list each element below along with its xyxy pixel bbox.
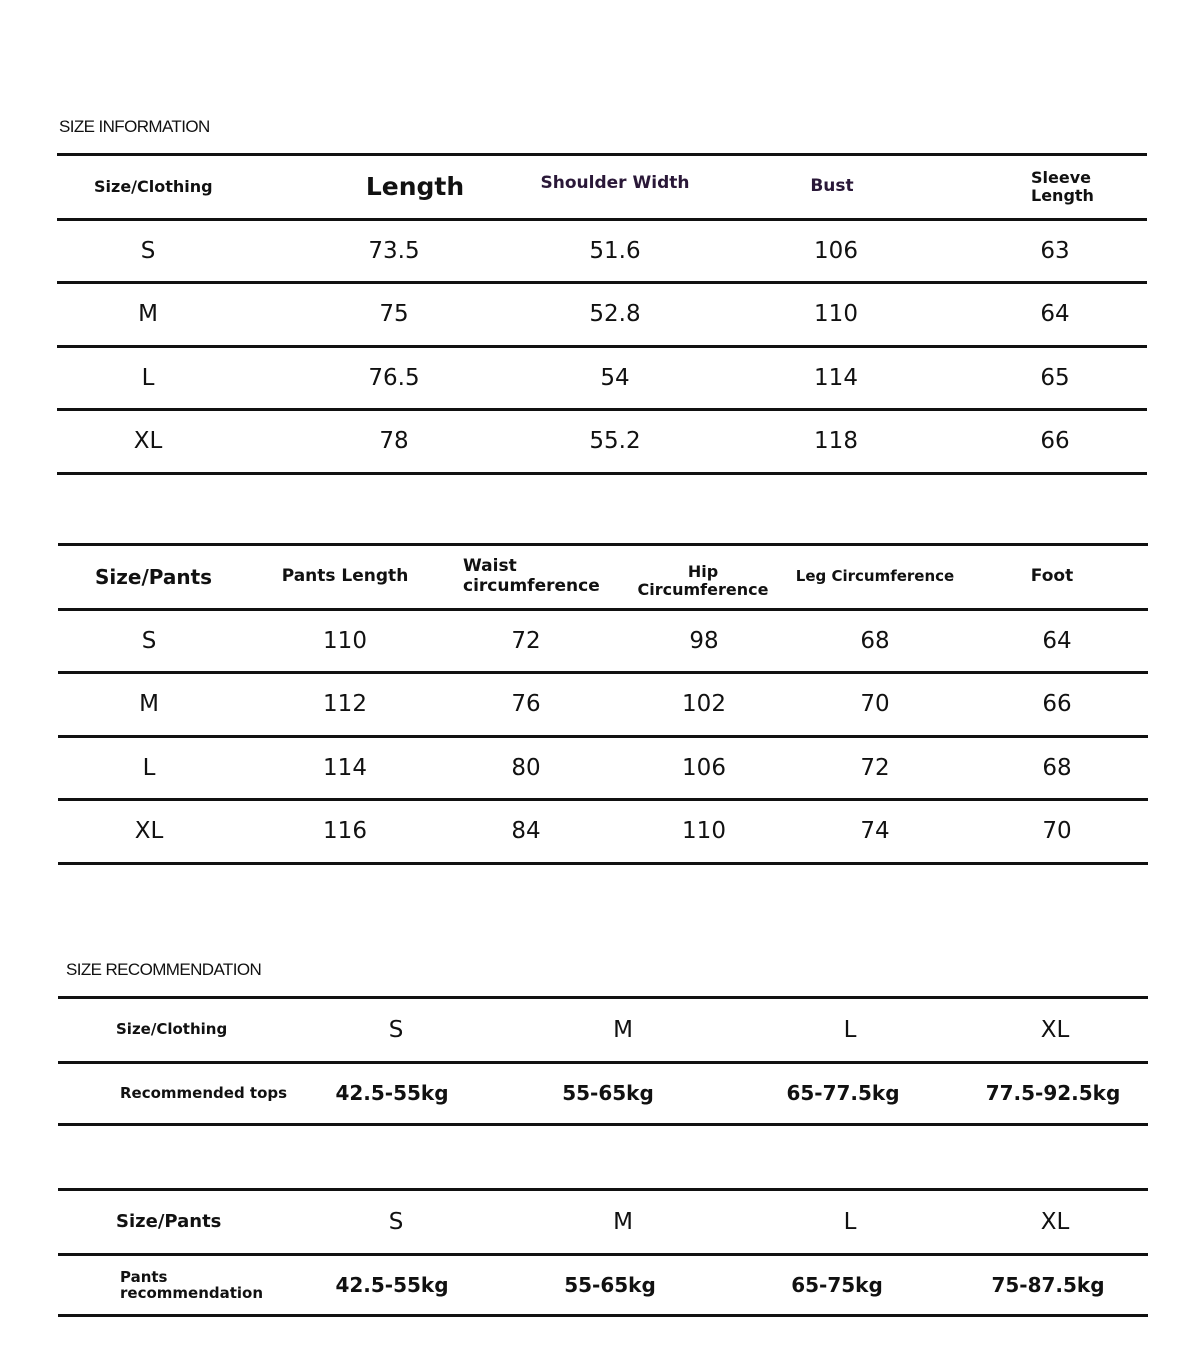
table-header-row [58,996,1148,1061]
cell-bust: 118 [814,428,858,455]
cell-foot: 68 [1042,754,1072,781]
header-hip-circumference: Hip Circumference [637,561,769,599]
size-information-title: SIZE INFORMATION [59,117,210,136]
clothing-recommendation-table [58,996,1148,1126]
table-row [57,408,1147,475]
header-leg-circumference: Leg Circumference [795,567,955,586]
cell-leg: 72 [860,754,890,781]
cell-pants-length: 110 [323,627,367,654]
header-size-pants: Size/Pants [95,564,213,589]
cell-weight-s: 42.5-55kg [335,1272,449,1297]
cell-hip: 98 [689,627,719,654]
table-row [57,345,1147,408]
table-row [58,735,1148,798]
header-size-clothing: Size/Clothing [94,176,213,196]
cell-sleeve-length: 65 [1040,364,1070,391]
pants-size-table [58,543,1148,865]
table-row [57,281,1147,345]
cell-foot: 64 [1042,627,1072,654]
table-header-row [58,543,1148,608]
cell-waist: 84 [511,818,541,845]
cell-size: XL [133,428,163,455]
table-row [58,608,1148,671]
cell-size: S [141,627,157,654]
cell-hip: 106 [682,754,726,781]
cell-pants-length: 112 [323,691,367,718]
cell-pants-length: 116 [323,818,367,845]
table-row [58,1253,1148,1317]
cell-sleeve-length: 64 [1040,301,1070,328]
cell-length: 73.5 [368,237,420,264]
size-recommendation-title: SIZE RECOMMENDATION [66,960,262,979]
cell-leg: 68 [860,627,890,654]
header-size-xl: XL [1040,1016,1070,1043]
cell-weight-s: 42.5-55kg [335,1081,449,1105]
header-size-pants: Size/Pants [116,1210,222,1232]
cell-sleeve-length: 63 [1040,237,1070,264]
cell-shoulder-width: 51.6 [589,237,641,264]
header-size-m: M [613,1208,633,1235]
cell-size: XL [134,818,164,845]
header-pants-length: Pants Length [281,566,409,587]
cell-shoulder-width: 52.8 [589,301,641,328]
cell-leg: 74 [860,818,890,845]
table-row [58,671,1148,735]
cell-size: L [141,364,155,391]
header-shoulder-width: Shoulder Width [540,173,690,194]
cell-length: 76.5 [368,364,420,391]
label-recommended-tops: Recommended tops [120,1083,288,1102]
header-size-clothing: Size/Clothing [116,1020,228,1039]
cell-weight-xl: 75-87.5kg [991,1272,1105,1297]
header-length: Length [365,171,465,201]
cell-leg: 70 [860,691,890,718]
header-foot: Foot [1030,566,1074,587]
table-header-row [57,153,1147,218]
cell-sleeve-length: 66 [1040,428,1070,455]
clothing-size-table [57,153,1147,475]
header-size-xl: XL [1040,1208,1070,1235]
cell-length: 78 [379,428,409,455]
table-row [57,218,1147,281]
header-sleeve-length: Sleeve Length [1031,167,1094,205]
cell-hip: 102 [682,691,726,718]
label-pants-recommendation: Pants recommendation [120,1267,264,1302]
table-header-row [58,1188,1148,1253]
header-bust: Bust [810,176,854,197]
cell-size: L [142,754,156,781]
cell-hip: 110 [682,818,726,845]
header-size-s: S [388,1208,404,1235]
cell-weight-xl: 77.5-92.5kg [985,1081,1121,1105]
cell-waist: 80 [511,754,541,781]
header-waist-circumference: Waist circumference [463,556,600,596]
cell-weight-l: 65-77.5kg [786,1081,900,1105]
header-size-m: M [613,1016,633,1043]
header-size-l: L [843,1208,857,1235]
cell-size: M [138,301,158,328]
cell-shoulder-width: 55.2 [589,428,641,455]
table-row [58,798,1148,865]
header-size-l: L [843,1016,857,1043]
cell-size: S [140,237,156,264]
cell-bust: 114 [814,364,858,391]
cell-bust: 110 [814,301,858,328]
cell-pants-length: 114 [323,754,367,781]
cell-weight-m: 55-65kg [564,1272,656,1297]
cell-weight-m: 55-65kg [562,1081,654,1105]
cell-waist: 72 [511,627,541,654]
header-size-s: S [388,1016,404,1043]
cell-waist: 76 [511,691,541,718]
cell-weight-l: 65-75kg [791,1272,883,1297]
cell-shoulder-width: 54 [600,364,630,391]
cell-foot: 70 [1042,818,1072,845]
cell-length: 75 [379,301,409,328]
pants-recommendation-table [58,1188,1148,1317]
cell-size: M [139,691,159,718]
cell-foot: 66 [1042,691,1072,718]
table-row [58,1061,1148,1126]
cell-bust: 106 [814,237,858,264]
